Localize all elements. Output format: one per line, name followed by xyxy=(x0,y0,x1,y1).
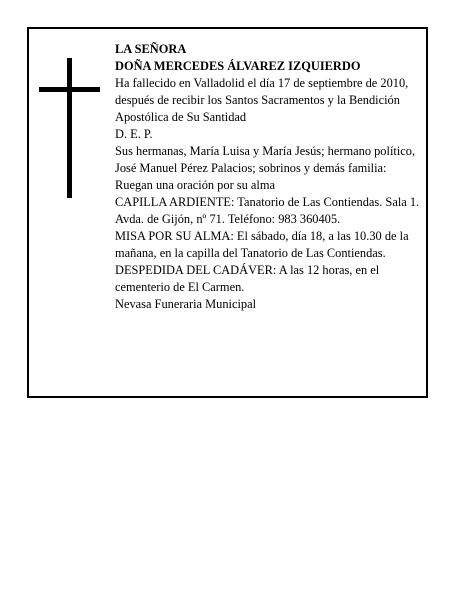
notice-heading-title: LA SEÑORA xyxy=(115,42,187,56)
cross-vertical-bar xyxy=(67,58,72,198)
notice-paragraph-death: Ha fallecido en Valladolid el día 17 de septiembre de 2010, después de recibir los Santos Sacramentos y la Bendición Apostólica de Su Santidad xyxy=(115,76,409,124)
notice-text xyxy=(115,41,421,313)
notice-paragraph-farewell: DESPEDIDA DEL CADÁVER: A las 12 horas, en el cementerio de El Carmen. xyxy=(115,263,380,294)
cross-horizontal-bar xyxy=(39,87,100,92)
notice-paragraph-prayer: Ruegan una oración por su alma xyxy=(115,178,275,192)
notice-paragraph-funeral-home: Nevasa Funeraria Municipal xyxy=(115,297,257,311)
notice-paragraph-mass: MISA POR SU ALMA: El sábado, día 18, a las 10.30 de la mañana, en la capilla del Tanatorio de Las Contiendas. xyxy=(115,229,409,260)
notice-paragraph-chapel: CAPILLA ARDIENTE: Tanatorio de Las Contiendas. Sala 1. Avda. de Gijón, nº 71. Teléfono: 983 360405. xyxy=(115,195,420,226)
obituary-notice xyxy=(27,27,428,398)
notice-paragraph-dep: D. E. P. xyxy=(115,127,153,141)
notice-heading-name: DOÑA MERCEDES ÁLVAREZ IZQUIERDO xyxy=(115,59,361,73)
notice-paragraph-family: Sus hermanas, María Luisa y María Jesús; hermano político, José Manuel Pérez Palacios; sobrinos y demás familia: xyxy=(115,144,416,175)
